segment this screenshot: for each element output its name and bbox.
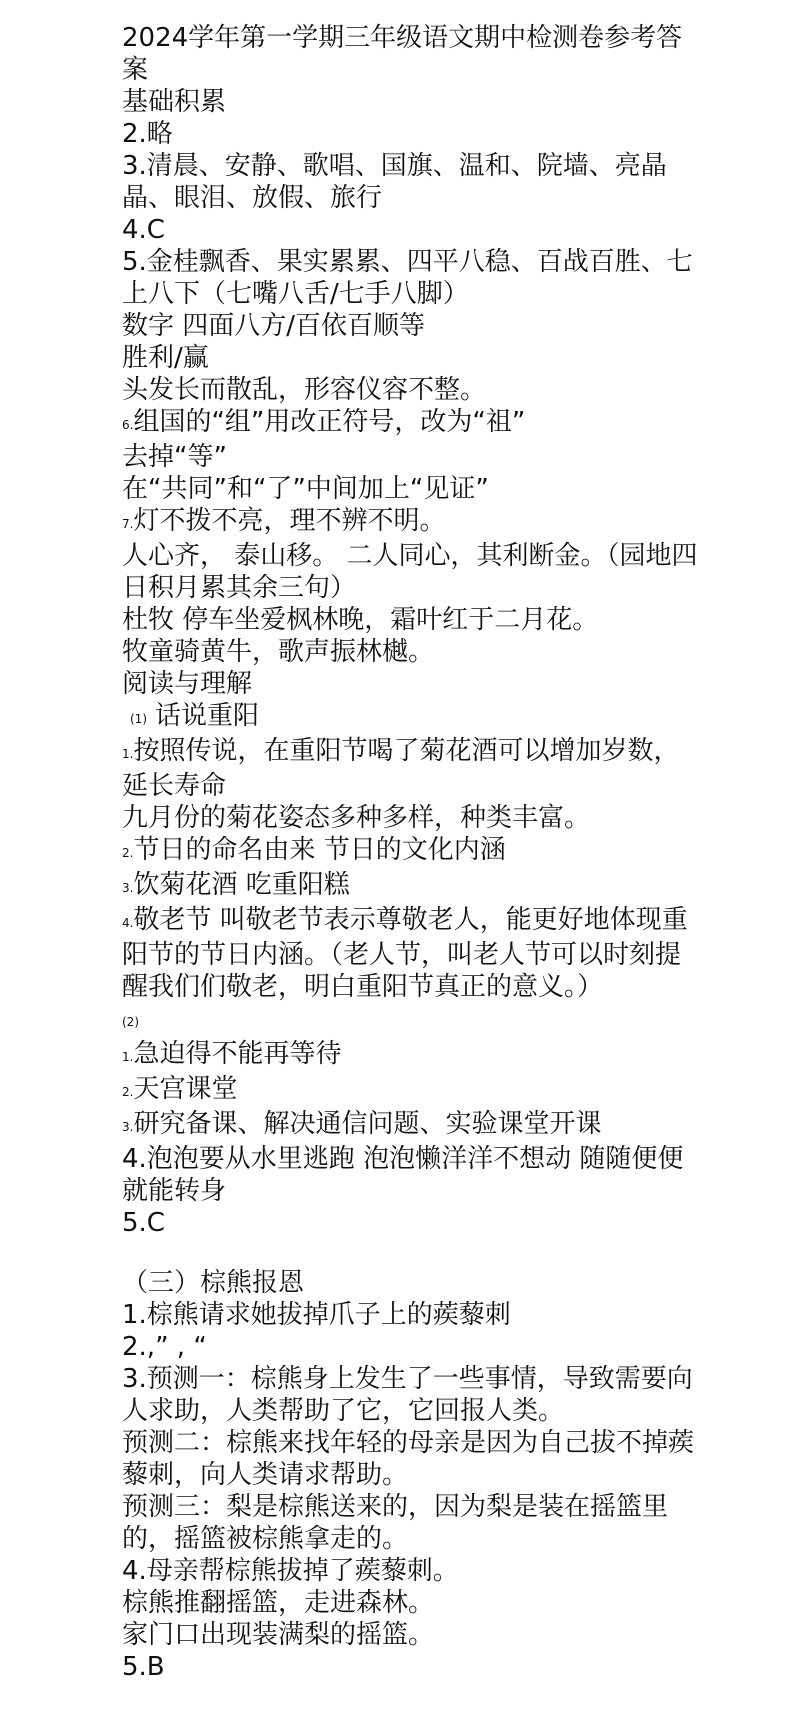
answer-line	[122, 1427, 702, 1491]
answer-line	[122, 1143, 702, 1207]
answer-line	[122, 1207, 702, 1239]
item-number: 1.	[122, 1050, 134, 1064]
answer-line	[122, 904, 702, 1003]
answer-line	[122, 1003, 702, 1038]
answer-text: 预测二：棕熊来找年轻的母亲是因为自己拔不掉蒺藜刺，向人类请求帮助。	[122, 1428, 695, 1490]
item-number: 3.	[122, 1120, 134, 1134]
answer-text: 研究备课、解决通信问题、实验课堂开课	[133, 1109, 602, 1139]
answer-line	[122, 1299, 702, 1331]
answer-line	[122, 1363, 702, 1427]
answer-text: 杜牧 停车坐爱枫林晚，霜叶红于二月花。	[122, 605, 599, 635]
answer-lines	[122, 86, 702, 1683]
answer-text: 急迫得不能再等待	[133, 1039, 342, 1069]
answer-text: 基础积累	[122, 87, 227, 117]
item-number: 4.	[122, 916, 134, 930]
answer-text: 饮菊花酒 吃重阳糕	[133, 870, 350, 900]
answer-line	[122, 834, 702, 869]
answer-line	[122, 246, 702, 310]
answer-line	[122, 1331, 702, 1363]
item-number: 7.	[122, 517, 134, 531]
answer-line	[122, 1038, 702, 1073]
answer-line	[122, 1108, 702, 1143]
answer-text: 数字 四面八方/百依百顺等	[122, 311, 426, 341]
answer-line	[122, 540, 702, 604]
answer-text: （三）棕熊报恩	[122, 1268, 305, 1298]
answer-text: 话说重阳	[155, 701, 260, 731]
answer-line	[122, 374, 702, 406]
blank-line	[122, 1239, 702, 1267]
item-number: 2.	[122, 1085, 134, 1099]
answer-text: 天宫课堂	[133, 1074, 238, 1104]
answer-text: 按照传说，在重阳节喝了菊花酒可以增加岁数，延长寿命	[122, 736, 680, 801]
answer-text: 灯不拨不亮，理不辨不明。	[133, 506, 446, 536]
answer-line	[122, 150, 702, 214]
answer-text: 4.C	[122, 215, 165, 245]
item-number: 2.	[122, 846, 134, 860]
answer-line	[122, 214, 702, 246]
answer-line	[122, 406, 702, 441]
answer-text: 组国的“组”用改正符号，改为“祖”	[133, 407, 526, 437]
answer-line	[122, 735, 702, 802]
answer-line	[122, 1073, 702, 1108]
answer-text: 九月份的菊花姿态多种多样，种类丰富。	[122, 803, 591, 833]
answer-text: 5.B	[122, 1652, 165, 1682]
answer-text: 2.略	[122, 119, 173, 149]
answer-text: 4.泡泡要从水里逃跑 泡泡懒洋洋不想动 随随便便就能转身	[122, 1144, 684, 1206]
answer-line	[122, 505, 702, 540]
answer-text: 头发长而散乱，形容仪容不整。	[122, 375, 487, 405]
answer-line	[122, 604, 702, 636]
answer-text: 4.母亲帮棕熊拔掉了蒺藜刺。	[122, 1556, 459, 1586]
item-number: 3.	[122, 881, 134, 895]
answer-text: 3.预测一：棕熊身上发生了一些事情，导致需要向人求助，人类帮助了它，它回报人类。	[122, 1364, 693, 1426]
answer-text: 敬老节 叫敬老节表示尊敬老人，能更好地体现重阳节的节日内涵。（老人节，叫老人节可以时刻提醒我们们敬老，明白重阳节真正的意义。）	[122, 905, 688, 1002]
answer-text: 3.清晨、安静、歌唱、国旗、温和、院墙、亮晶晶、眼泪、放假、旅行	[122, 151, 667, 213]
document-title: 2024学年第一学期三年级语文期中检测卷参考答案	[122, 23, 683, 85]
answer-line	[122, 1491, 702, 1555]
answer-text: 2.,” , “	[122, 1332, 207, 1362]
answer-text: 家门口出现装满梨的摇篮。	[122, 1620, 435, 1650]
answer-text: 去掉“等”	[122, 442, 227, 472]
answer-text: 在“共同”和“了”中间加上“见证”	[122, 474, 489, 504]
answer-line	[122, 1587, 702, 1619]
answer-text: 1.棕熊请求她拔掉爪子上的蒺藜刺	[122, 1300, 511, 1330]
item-number: 6.	[122, 418, 134, 432]
answer-line	[122, 700, 702, 735]
answer-line	[122, 118, 702, 150]
answer-line	[122, 1619, 702, 1651]
answer-text: 人心齐， 泰山移。 二人同心，其利断金。（园地四日积月累其余三句）	[122, 541, 698, 603]
answer-line	[122, 310, 702, 342]
answer-text: 棕熊推翻摇篮，走进森林。	[122, 1588, 435, 1618]
answer-text: 节日的命名由来 节日的文化内涵	[133, 835, 506, 865]
answer-line	[122, 668, 702, 700]
item-number: (2)	[122, 1015, 139, 1029]
answer-line	[122, 869, 702, 904]
answer-text: 5.C	[122, 1208, 165, 1238]
answer-line	[122, 473, 702, 505]
answer-text: 阅读与理解	[122, 669, 253, 699]
answer-text: 牧童骑黄牛，歌声振林樾。	[122, 637, 435, 667]
answer-line	[122, 441, 702, 473]
answer-text: 胜利/赢	[122, 343, 209, 373]
answer-line	[122, 636, 702, 668]
answer-text: 5.金桂飘香、果实累累、四平八稳、百战百胜、七上八下（七嘴八舌/七手八脚）	[122, 247, 693, 309]
answer-line	[122, 86, 702, 118]
answer-line	[122, 802, 702, 834]
answer-line	[122, 1555, 702, 1587]
item-number: 1.	[122, 747, 134, 761]
item-number: (1)	[130, 712, 147, 726]
answer-line	[122, 342, 702, 374]
answer-text: 预测三：梨是棕熊送来的，因为梨是装在摇篮里的，摇篮被棕熊拿走的。	[122, 1492, 669, 1554]
answer-document	[122, 22, 702, 1683]
answer-line	[122, 1267, 702, 1299]
answer-line	[122, 1651, 702, 1683]
